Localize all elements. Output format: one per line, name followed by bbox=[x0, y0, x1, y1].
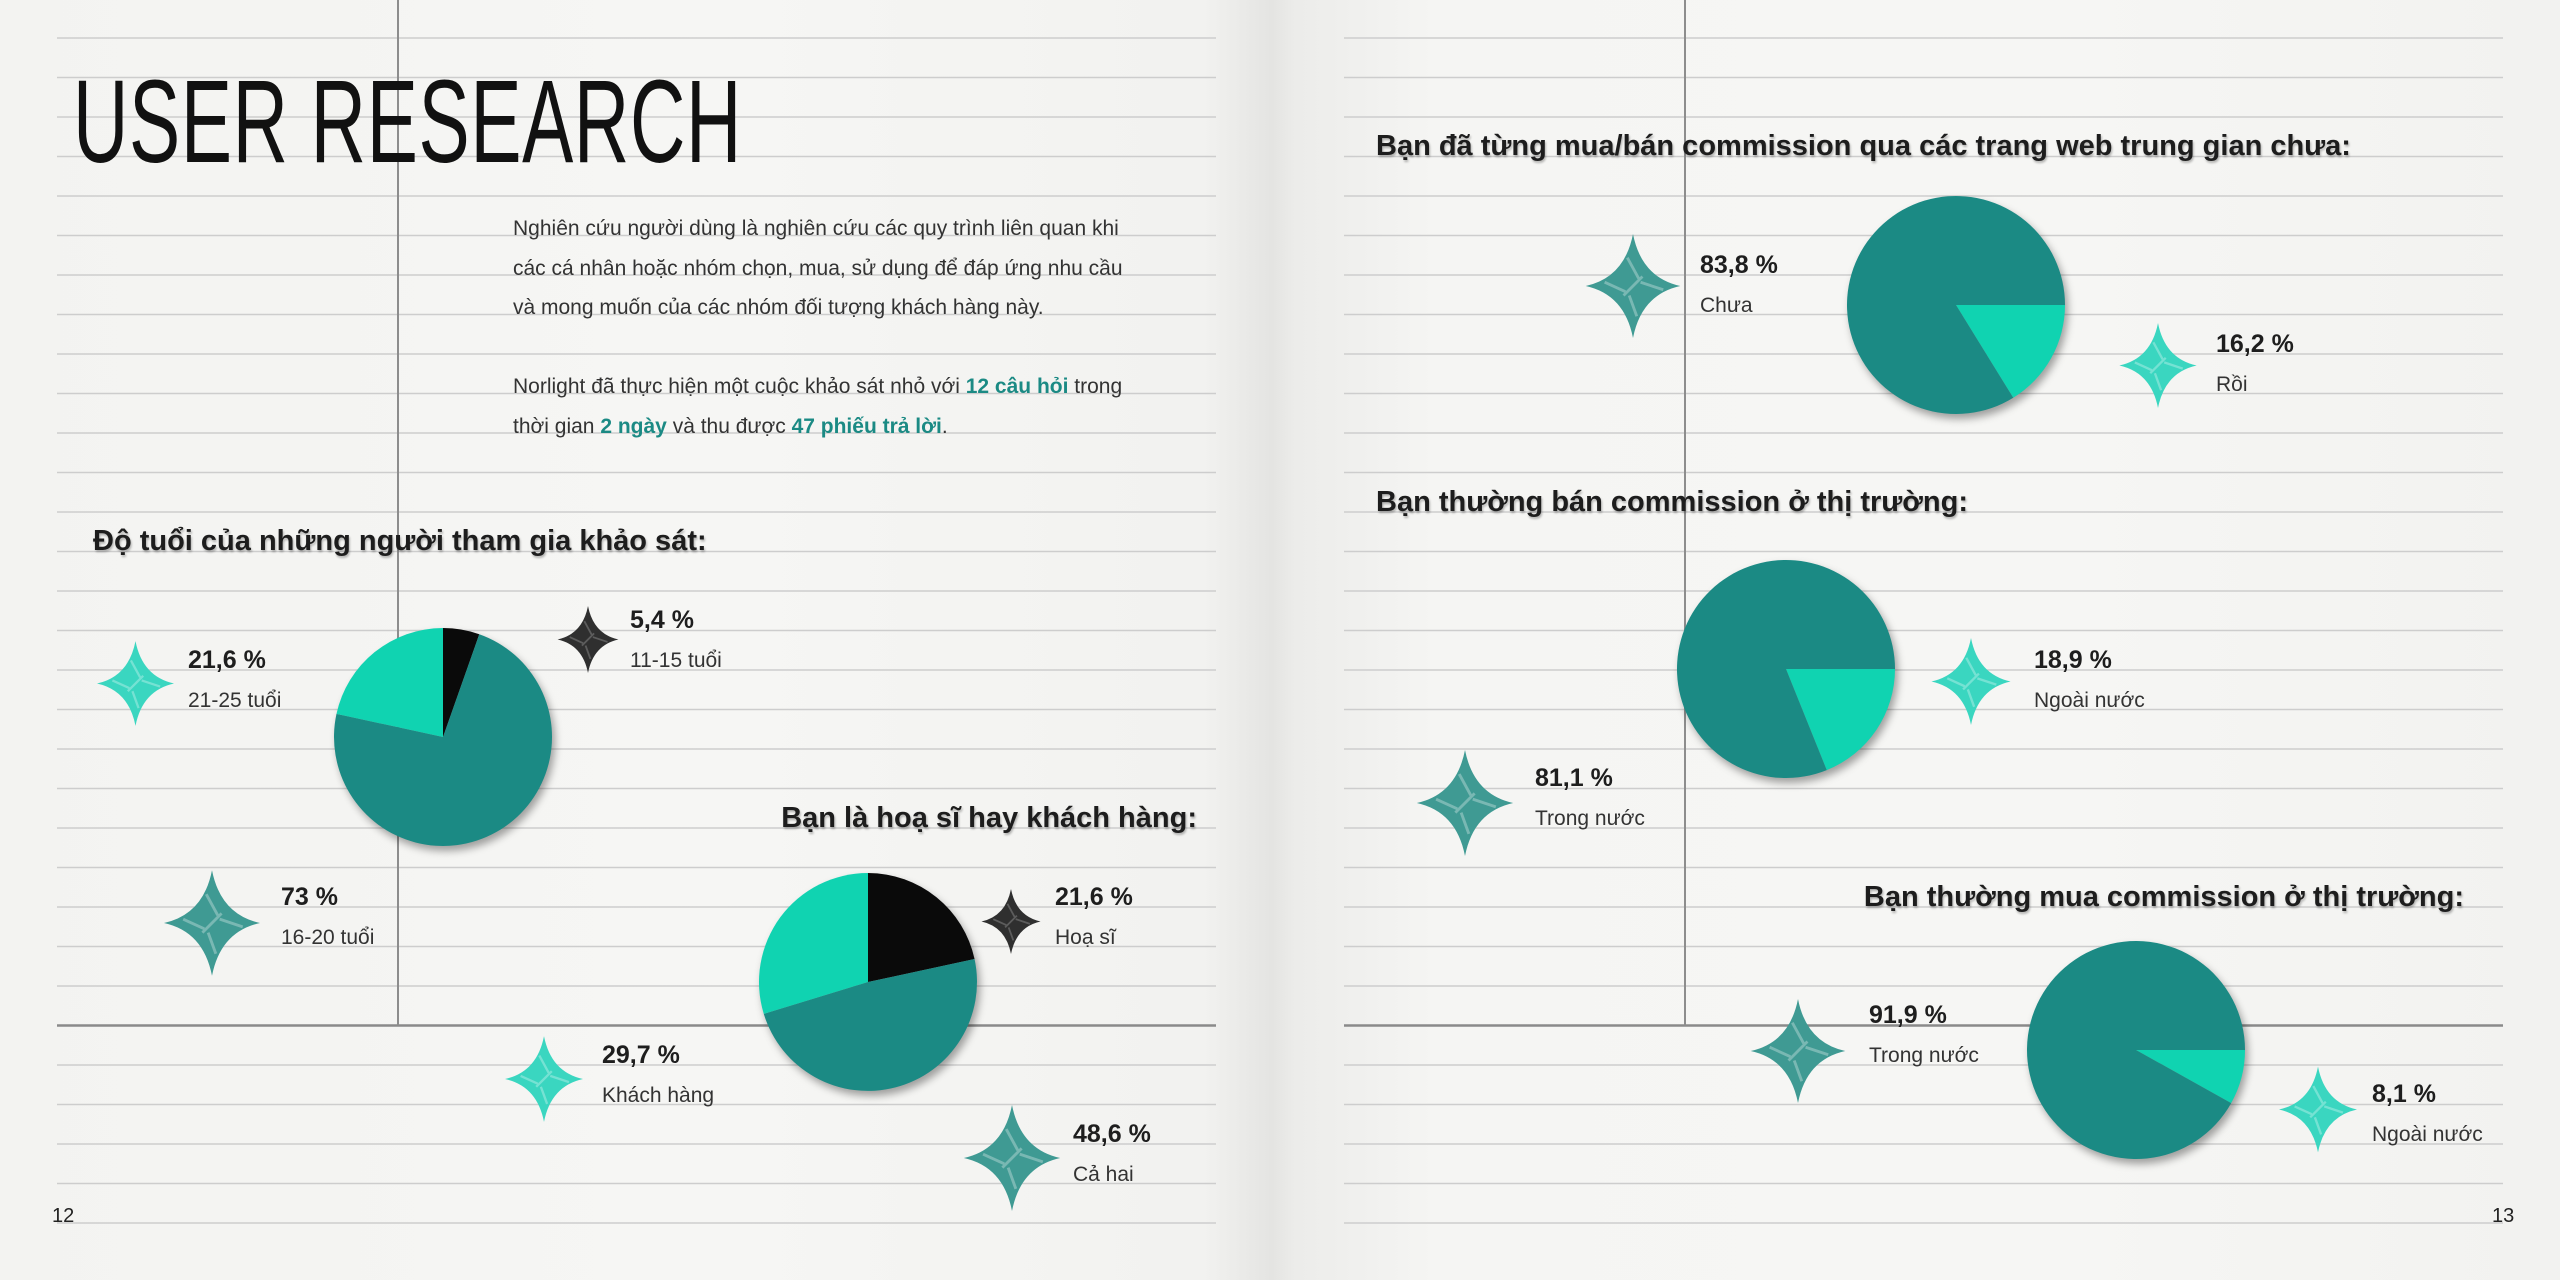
slice-category-label: Cả hai bbox=[1073, 1162, 1134, 1186]
sparkle-icon bbox=[963, 1105, 1061, 1211]
slice-category-label: Khách hàng bbox=[602, 1083, 715, 1107]
chart-title-age: Độ tuổi của những người tham gia khảo sát: bbox=[93, 525, 707, 557]
sparkle-icon bbox=[2279, 1066, 2357, 1153]
legend-customer bbox=[602, 1036, 714, 1115]
chart-title-role: Bạn là hoạ sĩ hay khách hàng: bbox=[781, 802, 1197, 834]
question-count: 12 câu hỏi bbox=[965, 375, 1069, 398]
slice-category-label: Ngoài nước bbox=[2372, 1122, 2483, 1146]
slice-category-label: 16-20 tuổi bbox=[281, 925, 375, 949]
slice-value-label: 21,6 % bbox=[1055, 883, 1133, 911]
sparkle-icon bbox=[557, 606, 619, 673]
survey-line-2 bbox=[513, 407, 1213, 447]
legend-16-20 bbox=[281, 878, 374, 957]
slice-category-label: Chưa bbox=[1700, 293, 1753, 317]
pie-chart-age bbox=[323, 617, 563, 857]
pie-chart-role bbox=[748, 862, 988, 1102]
legend-both bbox=[1073, 1115, 1151, 1194]
slice-category-label: Rồi bbox=[2216, 372, 2248, 396]
legend-yes bbox=[2216, 325, 2294, 404]
survey-text: . bbox=[941, 414, 948, 438]
slice-value-label: 5,4 % bbox=[630, 606, 694, 634]
chart-title-buy-market: Bạn thường mua commission ở thị trường: bbox=[1863, 881, 2464, 913]
legend-buy-abroad bbox=[2372, 1075, 2483, 1154]
slice-value-label: 21,6 % bbox=[188, 646, 266, 674]
sparkle-icon bbox=[505, 1035, 583, 1123]
sparkle-icon bbox=[981, 889, 1041, 954]
chart-title-platform: Bạn đã từng mua/bán commission qua các trang web trung gian chưa: bbox=[1376, 130, 2351, 162]
legend-not-yet bbox=[1700, 246, 1778, 325]
slice-value-label: 91,9 % bbox=[1869, 1001, 1947, 1029]
slice-value-label: 8,1 % bbox=[2372, 1080, 2436, 1108]
slice-value-label: 29,7 % bbox=[602, 1041, 680, 1069]
intro-paragraph-2 bbox=[513, 367, 1213, 446]
sparkle-icon bbox=[1584, 234, 1682, 338]
slice-category-label: Trong nước bbox=[1869, 1043, 1979, 1067]
slice-category-label: 11-15 tuổi bbox=[630, 648, 722, 672]
slice-category-label: Trong nước bbox=[1535, 806, 1645, 830]
legend-buy-domestic bbox=[1869, 996, 1979, 1075]
slice-category-label: 21-25 tuổi bbox=[188, 688, 282, 712]
pie-chart-buy-market bbox=[2016, 930, 2256, 1170]
page-number-left: 12 bbox=[52, 1205, 75, 1227]
page-title: USER RESEARCH bbox=[73, 56, 743, 188]
sparkle-icon bbox=[1749, 999, 1847, 1103]
sparkle-icon bbox=[1931, 638, 2011, 725]
slice-category-label: Hoạ sĩ bbox=[1055, 925, 1116, 949]
legend-sell-domestic bbox=[1535, 759, 1645, 838]
slice-value-label: 16,2 % bbox=[2216, 330, 2294, 358]
intro-line: Nghiên cứu người dùng là nghiên cứu các quy trình liên quan khi bbox=[513, 217, 1119, 240]
pie-chart-sell-market bbox=[1666, 549, 1906, 789]
survey-text: thời gian bbox=[513, 414, 601, 438]
legend-sell-abroad bbox=[2034, 641, 2145, 720]
survey-line-1 bbox=[513, 367, 1213, 407]
legend-11-15 bbox=[630, 601, 722, 680]
slice-value-label: 81,1 % bbox=[1535, 764, 1613, 792]
survey-text: Norlight đã thực hiện một cuộc khảo sát nhỏ với bbox=[513, 375, 966, 398]
slice-value-label: 73 % bbox=[281, 883, 338, 911]
chart-title-sell-market: Bạn thường bán commission ở thị trường: bbox=[1376, 486, 1969, 518]
sparkle-icon bbox=[164, 870, 260, 976]
survey-duration: 2 ngày bbox=[600, 414, 667, 438]
slice-value-label: 48,6 % bbox=[1073, 1120, 1151, 1148]
sparkle-icon bbox=[2119, 323, 2197, 408]
intro-paragraph-1 bbox=[513, 209, 1213, 328]
response-count: 47 phiếu trả lời bbox=[791, 414, 942, 438]
legend-21-25 bbox=[188, 641, 281, 720]
legend-artist bbox=[1055, 878, 1133, 957]
survey-text: và thu được bbox=[666, 414, 792, 438]
intro-text bbox=[513, 209, 1213, 486]
page-number-right: 13 bbox=[2492, 1205, 2515, 1227]
pie-chart-platform bbox=[1836, 185, 2076, 425]
slice-value-label: 83,8 % bbox=[1700, 251, 1778, 279]
intro-line: và mong muốn của các nhóm đối tượng khách hàng này. bbox=[513, 296, 1044, 319]
intro-line: các cá nhân hoặc nhóm chọn, mua, sử dụng để đáp ứng nhu cầu bbox=[513, 256, 1123, 280]
slice-value-label: 18,9 % bbox=[2034, 646, 2112, 674]
slice-category-label: Ngoài nước bbox=[2034, 688, 2145, 712]
survey-text: trong bbox=[1068, 375, 1123, 398]
sparkle-icon bbox=[1416, 750, 1514, 856]
sparkle-icon bbox=[97, 641, 174, 726]
